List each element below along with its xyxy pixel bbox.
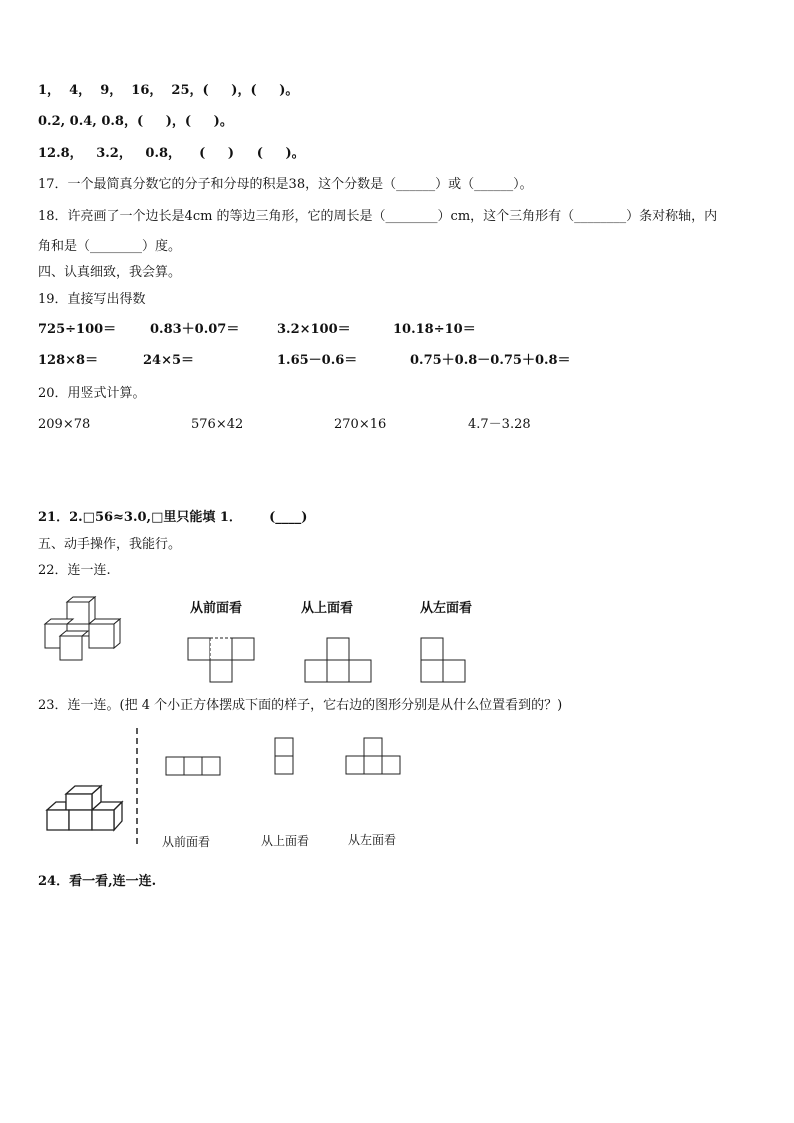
question-17: 17．一个最简真分数它的分子和分母的积是38，这个分数是（______）或（______）。 [38,177,533,192]
view-shape-row-three [165,756,223,776]
question-23-title: 23．连一连。(把 4 个小正方体摆成下面的样子，它右边的图形分别是从什么位置看到的？) [38,698,563,713]
sequence-question-2: 0.2, 0.4, 0.8，( )，( )。 [38,114,233,129]
view-shape-l [420,637,468,683]
section-4-title: 四、认真细致，我会算。 [38,265,182,280]
view-label-front: 从前面看 [162,835,211,849]
view-label-top: 从上面看 [261,834,310,848]
view-shape-pyramid [345,737,405,777]
view-label-front: 从前面看 [190,601,243,616]
sequence-question-3: 12.8， 3.2， 0.8， ( ) ( )。 [38,146,305,161]
view-shape-t [187,637,257,683]
view-label-left: 从左面看 [420,601,473,616]
calc-item: 725÷100＝ [38,322,117,337]
question-18-line-1: 18．许亮画了一个边长是4cm 的等边三角形，它的周长是（________）cm，这个三角形有（________）条对称轴，内 [38,209,718,224]
question-21: 21．2.□56≈3.0,□里只能填 1． (____) [38,510,308,525]
view-shape-inverted-t [304,637,374,683]
vertical-calc-item: 270×16 [334,417,387,432]
calc-item: 0.75＋0.8－0.75＋0.8＝ [410,353,571,368]
question-22-title: 22．连一连. [38,563,111,578]
view-label-left: 从左面看 [348,833,397,847]
question-18-line-2: 角和是（________）度。 [38,239,182,254]
calc-item: 24×5＝ [143,353,195,368]
question-19-title: 19．直接写出得数 [38,292,146,307]
vertical-calc-item: 209×78 [38,417,91,432]
four-cube-figure [44,774,126,832]
vertical-calc-item: 576×42 [191,417,244,432]
calc-item: 128×8＝ [38,353,99,368]
view-label-top: 从上面看 [301,601,354,616]
cube-stack-figure [42,594,124,662]
sequence-question-1: 1， 4， 9， 16， 25，( )，( )。 [38,83,299,98]
vertical-calc-item: 4.7－3.28 [468,417,531,432]
dashed-divider [134,728,140,848]
section-5-title: 五、动手操作，我能行。 [38,537,182,552]
question-24-title: 24．看一看,连一连. [38,874,157,889]
calc-item: 3.2×100＝ [277,322,351,337]
calc-item: 1.65－0.6＝ [277,353,358,368]
view-shape-column-two [274,737,296,777]
calc-item: 0.83＋0.07＝ [150,322,240,337]
question-20-title: 20．用竖式计算。 [38,386,146,401]
calc-item: 10.18÷10＝ [393,322,476,337]
